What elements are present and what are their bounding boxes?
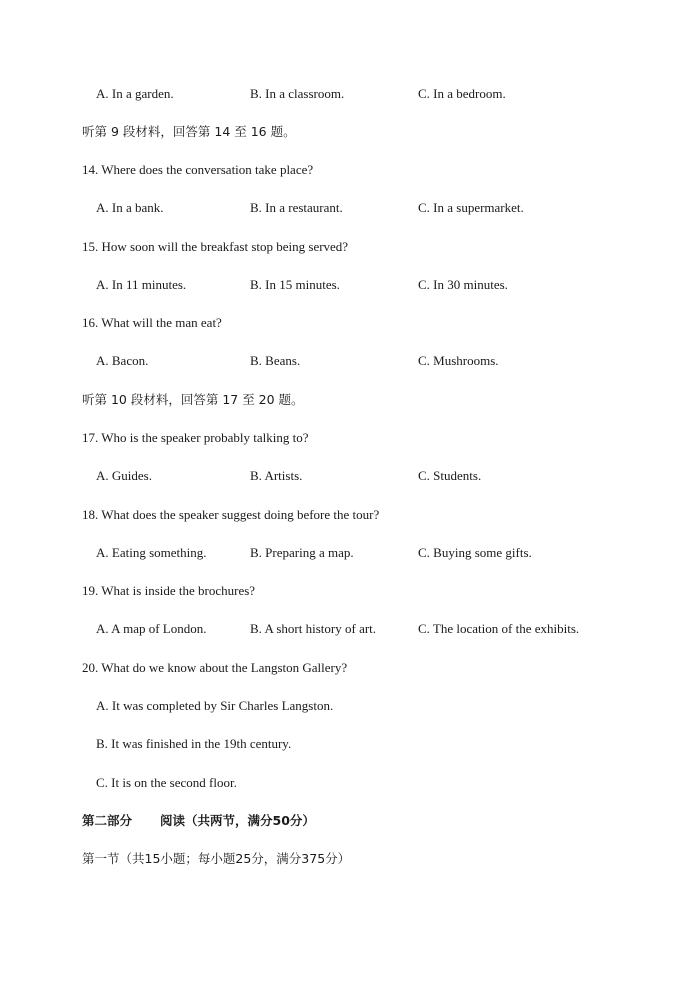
q17-option-b: B. Artists. (250, 468, 303, 483)
q16-options (0, 353, 695, 369)
q19-options (0, 621, 695, 637)
part2-heading (82, 813, 315, 829)
q13-option-b: B. In a classroom. (250, 86, 345, 101)
q17-question: 17. Who is the speaker probably talking to? (82, 430, 309, 445)
q17-option-c: C. Students. (418, 468, 482, 483)
part2-subtitle: 阅读（共两节，满分50分） (160, 813, 315, 828)
q19-option-c: C. The location of the exhibits. (418, 621, 580, 636)
q14-option-a: A. In a bank. (96, 200, 164, 215)
q15-options (0, 277, 695, 293)
q18-options (0, 545, 695, 561)
q20-option-a: A. It was completed by Sir Charles Langston. (96, 698, 334, 713)
q13-option-a: A. In a garden. (96, 86, 174, 101)
q13-option-c: C. In a bedroom. (418, 86, 506, 101)
q16-option-b: B. Beans. (250, 353, 301, 368)
q18-option-b: B. Preparing a map. (250, 545, 354, 560)
q14-option-c: C. In a supermarket. (418, 200, 524, 215)
q16-option-c: C. Mushrooms. (418, 353, 499, 368)
q15-question: 15. How soon will the breakfast stop being served? (82, 239, 349, 254)
q19-question: 19. What is inside the brochures? (82, 583, 256, 598)
q16-question: 16. What will the man eat? (82, 315, 222, 330)
q13-options (0, 86, 695, 102)
q20-option-b: B. It was finished in the 19th century. (96, 736, 292, 751)
q18-option-c: C. Buying some gifts. (418, 545, 532, 560)
section1-heading: 第一节（共15小题；每小题25分，满分375分） (82, 851, 351, 866)
q14-question: 14. Where does the conversation take place? (82, 162, 314, 177)
q15-option-c: C. In 30 minutes. (418, 277, 508, 292)
instruction-section-9: 听第 9 段材料，回答第 14 至 16 题。 (82, 124, 296, 139)
part2-title: 第二部分 (82, 813, 133, 828)
q14-options (0, 200, 695, 216)
q20-question: 20. What do we know about the Langston Gallery? (82, 660, 348, 675)
q14-option-b: B. In a restaurant. (250, 200, 343, 215)
q15-option-b: B. In 15 minutes. (250, 277, 340, 292)
q15-option-a: A. In 11 minutes. (96, 277, 187, 292)
q17-options (0, 468, 695, 484)
q18-question: 18. What does the speaker suggest doing before the tour? (82, 507, 380, 522)
q18-option-a: A. Eating something. (96, 545, 207, 560)
q19-option-a: A. A map of London. (96, 621, 207, 636)
q16-option-a: A. Bacon. (96, 353, 149, 368)
q19-option-b: B. A short history of art. (250, 621, 377, 636)
instruction-section-10: 听第 10 段材料，回答第 17 至 20 题。 (82, 392, 304, 407)
q17-option-a: A. Guides. (96, 468, 152, 483)
q20-option-c: C. It is on the second floor. (96, 775, 237, 790)
